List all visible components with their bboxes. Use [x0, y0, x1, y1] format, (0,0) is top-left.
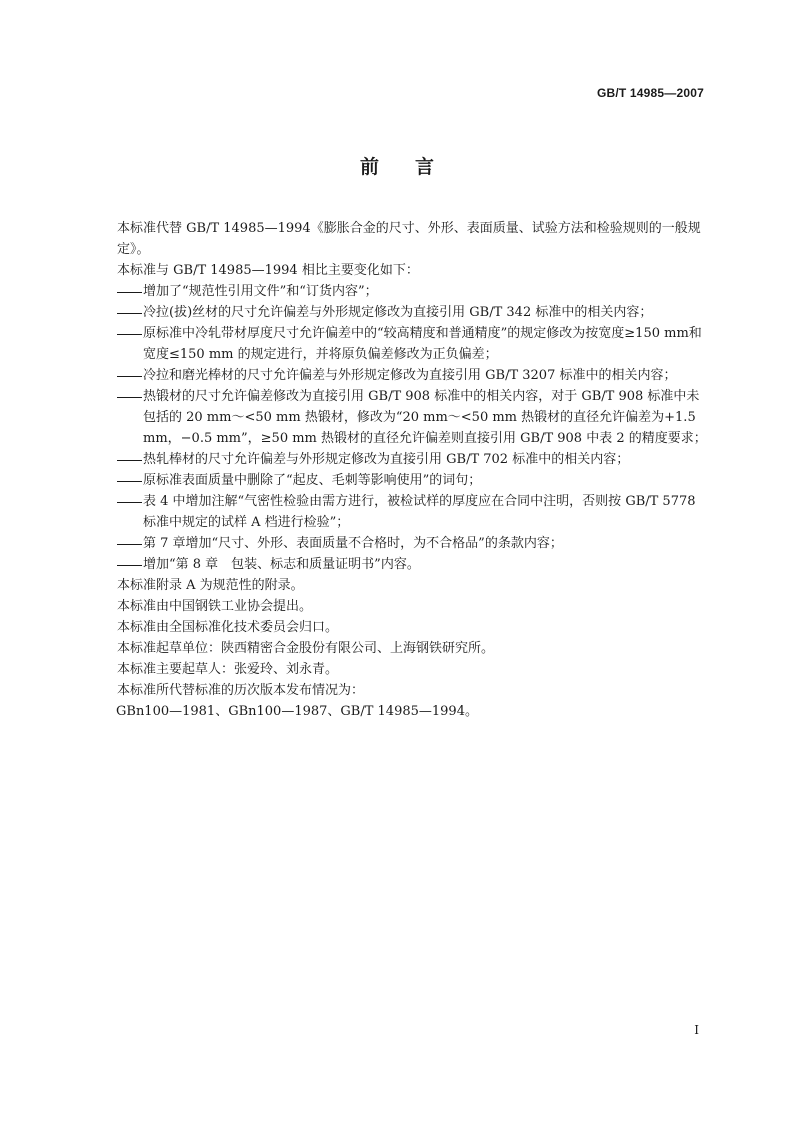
change-item: 第 7 章增加“尺寸、外形、表面质量不合格时，为不合格品”的条款内容；: [143, 536, 563, 551]
paragraph-centralized: 本标准由全国标准化技术委员会归口。: [117, 620, 339, 635]
paragraph-changes-intro: 本标准与 GB/T 14985—1994 相比主要变化如下：: [117, 263, 419, 278]
change-item: 冷拉和磨光棒材的尺寸允许偏差与外形规定修改为直接引用 GB/T 3207 标准中的相关内容；: [143, 368, 677, 383]
change-item: 增加“第 8 章 包装、标志和质量证明书”内容。: [143, 557, 420, 572]
change-item: 热轧棒材的尺寸允许偏差与外形规定修改为直接引用 GB/T 702 标准中的相关内容；: [143, 452, 630, 467]
paragraph-history-versions: GBn100—1981、GBn100—1987、GB/T 14985—1994。: [116, 704, 478, 719]
change-item: 增加了“规范性引用文件”和“订货内容”；: [143, 284, 378, 299]
change-item: 原标准表面质量中删除了“起皮、毛刺等影响使用”的词句；: [143, 473, 482, 488]
change-item: 原标准中冷轧带材厚度尺寸允许偏差中的“较高精度和普通精度”的规定修改为按宽度≥150 mm和宽度≤150 mm 的规定进行，并将原负偏差修改为正负偏差；: [143, 326, 702, 362]
change-item: 热锻材的尺寸允许偏差修改为直接引用 GB/T 908 标准中的相关内容，对于 GB/T 908 标准中未包括的 20 mm～<50 mm 热锻材，修改为“20 mm～<50 mm 热锻材的直径允许偏差为+1.5 mm，−0.5 mm”，≥50 mm 热锻材的直径允许偏差则直接引用 GB/T 908 中表 2 的精度要求；: [143, 389, 707, 446]
paragraph-appendix: 本标准附录 A 为规范性的附录。: [117, 578, 304, 593]
paragraph-drafters: 本标准主要起草人：张爱玲、刘永青。: [117, 662, 339, 677]
page-number: I: [694, 1023, 699, 1037]
change-item: 表 4 中增加注解“气密性检验由需方进行，被检试样的厚度应在合同中注明，否则按 GB/T 5778标准中规定的试样 A 档进行检验”；: [143, 494, 696, 530]
page-title: 前言: [359, 156, 470, 178]
change-item: 冷拉(拔)丝材的尺寸允许偏差与外形规定修改为直接引用 GB/T 342 标准中的相关内容；: [143, 305, 653, 320]
paragraph-replacement: 本标准代替 GB/T 14985—1994《膨胀合金的尺寸、外形、表面质量、试验方法和检验规则的一般规定》。: [117, 221, 701, 257]
paragraph-drafting-units: 本标准起草单位：陕西精密合金股份有限公司、上海钢铁研究所。: [117, 641, 495, 656]
foreword-body: [117, 218, 707, 722]
paragraph-history-intro: 本标准所代替标准的历次版本发布情况为：: [117, 683, 365, 698]
paragraph-proposer: 本标准由中国钢铁工业协会提出。: [117, 599, 313, 614]
standard-number: GB/T 14985—2007: [596, 86, 704, 100]
